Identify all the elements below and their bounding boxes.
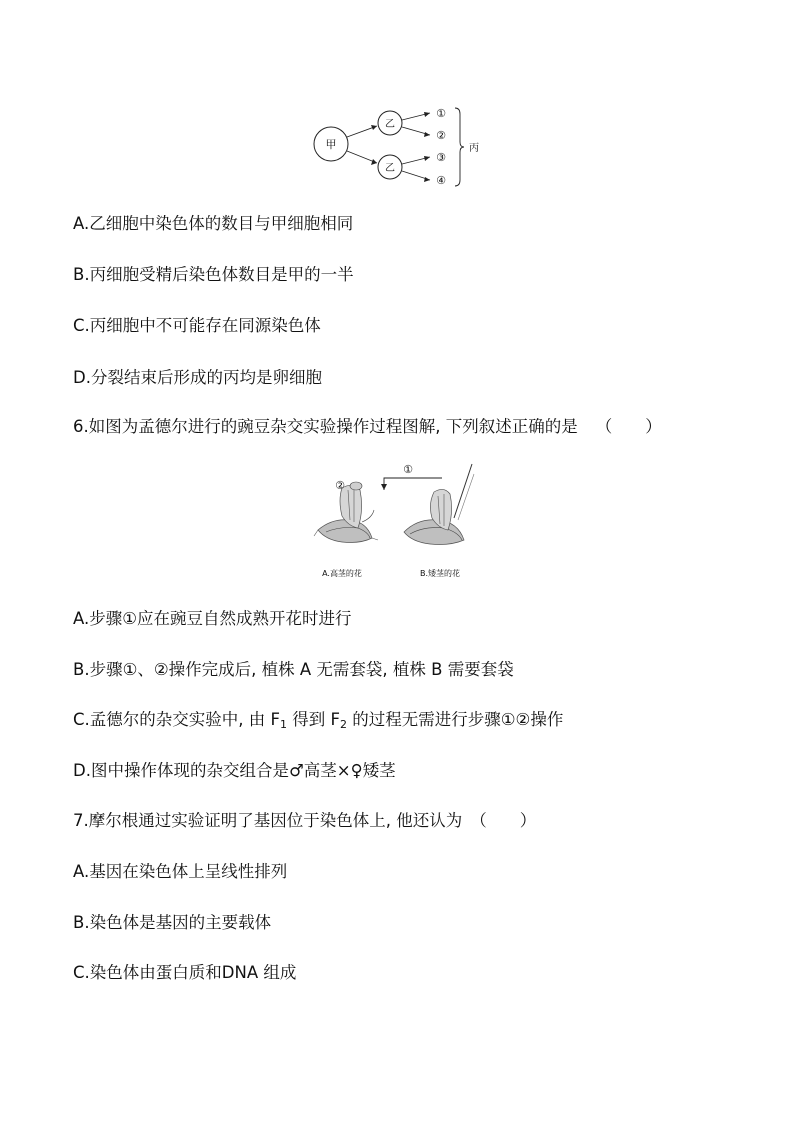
f1-subscript: 1 xyxy=(280,718,287,731)
arrowhead xyxy=(424,177,430,182)
arrowhead xyxy=(424,132,430,137)
q6-paren: （ ） xyxy=(595,417,662,436)
q7-option-a: A.基因在染色体上呈线性排列 xyxy=(73,862,288,881)
q7-stem: 7.摩尔根通过实验证明了基因位于染色体上, 他还认为 xyxy=(73,811,463,830)
product-3: ③ xyxy=(436,151,446,164)
q5-option-b: B.丙细胞受精后染色体数目是甲的一半 xyxy=(73,265,354,284)
cell-division-diagram xyxy=(310,104,490,190)
q6-option-c-post: 的过程无需进行步骤①②操作 xyxy=(346,710,564,729)
arrowhead xyxy=(424,112,430,117)
q6-option-b: B.步骤①、②操作完成后, 植株 A 无需套袋, 植株 B 需要套袋 xyxy=(73,660,514,679)
brace xyxy=(455,108,464,186)
q7-option-c: C.染色体由蛋白质和DNA 组成 xyxy=(73,963,297,982)
q7-paren: （ ） xyxy=(470,811,537,830)
cell-jia-label: 甲 xyxy=(325,138,337,151)
q5-option-c: C.丙细胞中不可能存在同源染色体 xyxy=(73,316,321,335)
q6-stem: 6.如图为孟德尔进行的豌豆杂交实验操作过程图解, 下列叙述正确的是 xyxy=(73,417,578,436)
arrowhead xyxy=(371,159,377,165)
q6-option-c-pre: C.孟德尔的杂交实验中, 由 F xyxy=(73,710,280,729)
flower-a-illustration xyxy=(314,482,378,543)
q5-option-d: D.分裂结束后形成的丙均是卵细胞 xyxy=(73,368,322,387)
q6-option-c-mid: 得到 F xyxy=(287,710,340,729)
pea-hybridization-figure xyxy=(312,460,484,584)
product-2: ② xyxy=(436,129,446,142)
cell-bing-label: 丙 xyxy=(469,143,479,154)
q7-stem-line xyxy=(73,811,536,831)
q6-option-a: A.步骤①应在豌豆自然成熟开花时进行 xyxy=(73,609,352,628)
q5-option-a: A.乙细胞中染色体的数目与甲细胞相同 xyxy=(73,214,354,233)
q6-option-d: D.图中操作体现的杂交组合是♂高茎×♀矮茎 xyxy=(73,761,396,780)
q6-stem-line xyxy=(73,417,662,437)
cell-yi-top-label: 乙 xyxy=(385,119,395,130)
f2-subscript: 2 xyxy=(339,718,347,731)
caption-a: A.高茎的花 xyxy=(322,569,362,578)
step1-arrow-path xyxy=(384,478,442,490)
step2-label: ② xyxy=(335,479,345,492)
flower-b-illustration xyxy=(404,464,474,545)
arrowhead xyxy=(381,484,387,490)
arrowhead xyxy=(424,156,430,161)
q7-option-b: B.染色体是基因的主要载体 xyxy=(73,913,272,932)
caption-b: B.矮茎的花 xyxy=(419,569,461,578)
step1-label: ① xyxy=(403,463,413,476)
cell-yi-bottom-label: 乙 xyxy=(385,163,395,174)
q6-option-c xyxy=(73,710,563,730)
product-1: ① xyxy=(436,107,446,120)
product-4: ④ xyxy=(436,174,446,187)
